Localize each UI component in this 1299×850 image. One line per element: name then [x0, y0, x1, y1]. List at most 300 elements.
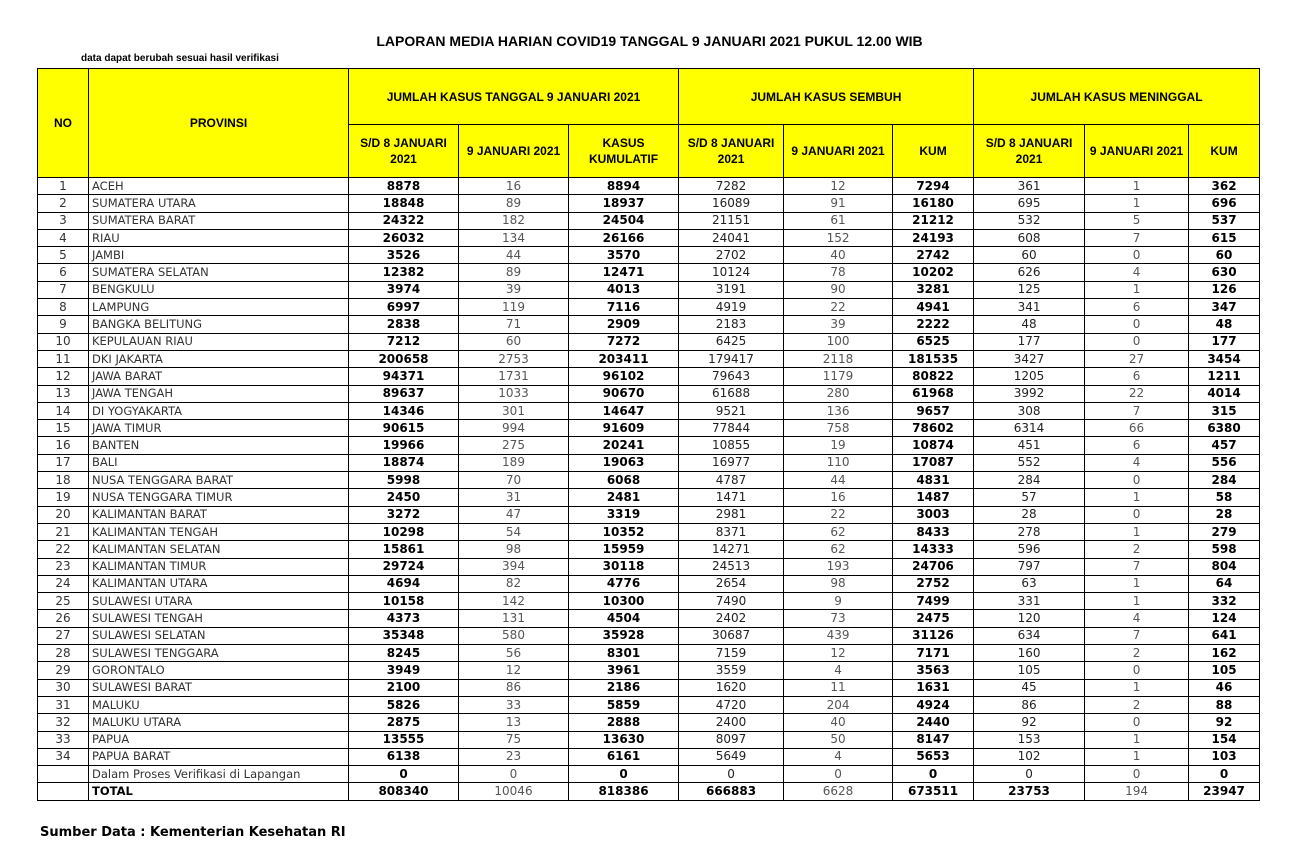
cell-meninggal-9jan: 1: [1085, 679, 1189, 696]
cell-kasus-sd8: 6138: [349, 748, 459, 765]
cell-sembuh-sd8: 30687: [679, 627, 784, 644]
table-header: [38, 69, 1260, 178]
cell-meninggal-sd8: 341: [974, 299, 1085, 316]
cell-no: 11: [38, 350, 89, 367]
cell-meninggal-9jan: 4: [1085, 264, 1189, 281]
table-row: [38, 541, 1260, 558]
cell-sembuh-9jan: 758: [784, 420, 893, 437]
cell-provinsi: ACEH: [89, 178, 349, 195]
cell-sembuh-sd8: 2981: [679, 506, 784, 523]
cell-kasus-kumulatif: 2888: [569, 714, 679, 731]
cell-sembuh-9jan: 152: [784, 229, 893, 246]
cell-no: 27: [38, 627, 89, 644]
cell-provinsi: JAWA TENGAH: [89, 385, 349, 402]
cell-meninggal-sd8: 626: [974, 264, 1085, 281]
cell-no: 10: [38, 333, 89, 350]
cell-sembuh-9jan: 40: [784, 247, 893, 264]
cell-kasus-9jan: 70: [459, 472, 569, 489]
cell-sembuh-9jan: 12: [784, 645, 893, 662]
cell-no: 17: [38, 454, 89, 471]
cell-kasus-9jan: 119: [459, 299, 569, 316]
cell-no: 25: [38, 593, 89, 610]
cell-sembuh-9jan: 16: [784, 489, 893, 506]
cell-meninggal-sd8: 60: [974, 247, 1085, 264]
cell-no: 14: [38, 402, 89, 419]
cell-meninggal-kum: 23947: [1189, 783, 1260, 800]
cell-sembuh-9jan: 193: [784, 558, 893, 575]
cell-sembuh-9jan: 11: [784, 679, 893, 696]
cell-meninggal-kum: 0: [1189, 766, 1260, 783]
cell-meninggal-9jan: 1: [1085, 731, 1189, 748]
cell-kasus-sd8: 24322: [349, 212, 459, 229]
cell-meninggal-kum: 88: [1189, 696, 1260, 713]
cell-sembuh-kum: 14333: [893, 541, 974, 558]
covid-report-table: [37, 68, 1260, 801]
cell-sembuh-sd8: 14271: [679, 541, 784, 558]
cell-provinsi: JAWA BARAT: [89, 368, 349, 385]
cell-sembuh-sd8: 1620: [679, 679, 784, 696]
cell-meninggal-kum: 105: [1189, 662, 1260, 679]
cell-meninggal-9jan: 2: [1085, 645, 1189, 662]
cell-sembuh-9jan: 91: [784, 195, 893, 212]
cell-kasus-9jan: 82: [459, 575, 569, 592]
cell-meninggal-sd8: 92: [974, 714, 1085, 731]
cell-sembuh-kum: 7171: [893, 645, 974, 662]
cell-sembuh-kum: 2752: [893, 575, 974, 592]
table-row: [38, 506, 1260, 523]
cell-kasus-sd8: 35348: [349, 627, 459, 644]
cell-meninggal-kum: 556: [1189, 454, 1260, 471]
cell-sembuh-sd8: 8097: [679, 731, 784, 748]
cell-meninggal-sd8: 308: [974, 402, 1085, 419]
cell-sembuh-sd8: 4720: [679, 696, 784, 713]
cell-sembuh-9jan: 280: [784, 385, 893, 402]
cell-sembuh-kum: 17087: [893, 454, 974, 471]
cell-meninggal-sd8: 3992: [974, 385, 1085, 402]
cell-kasus-sd8: 3272: [349, 506, 459, 523]
cell-kasus-sd8: 7212: [349, 333, 459, 350]
cell-meninggal-sd8: 532: [974, 212, 1085, 229]
cell-provinsi: NUSA TENGGARA TIMUR: [89, 489, 349, 506]
cell-kasus-9jan: 39: [459, 281, 569, 298]
cell-provinsi: LAMPUNG: [89, 299, 349, 316]
cell-meninggal-kum: 641: [1189, 627, 1260, 644]
cell-sembuh-sd8: 8371: [679, 523, 784, 540]
cell-kasus-kumulatif: 4013: [569, 281, 679, 298]
cell-kasus-sd8: 10158: [349, 593, 459, 610]
cell-meninggal-9jan: 1: [1085, 281, 1189, 298]
cell-kasus-kumulatif: 2481: [569, 489, 679, 506]
cell-meninggal-9jan: 5: [1085, 212, 1189, 229]
cell-meninggal-9jan: 0: [1085, 472, 1189, 489]
cell-meninggal-kum: 4014: [1189, 385, 1260, 402]
cell-sembuh-sd8: 4787: [679, 472, 784, 489]
cell-kasus-9jan: 75: [459, 731, 569, 748]
table-row: [38, 454, 1260, 471]
cell-sembuh-kum: 7294: [893, 178, 974, 195]
cell-sembuh-sd8: 10124: [679, 264, 784, 281]
cell-kasus-9jan: 2753: [459, 350, 569, 367]
cell-kasus-kumulatif: 90670: [569, 385, 679, 402]
cell-no: 24: [38, 575, 89, 592]
cell-provinsi: NUSA TENGGARA BARAT: [89, 472, 349, 489]
cell-provinsi: SUMATERA UTARA: [89, 195, 349, 212]
cell-kasus-kumulatif: 8894: [569, 178, 679, 195]
cell-no: [38, 766, 89, 783]
cell-sembuh-sd8: 0: [679, 766, 784, 783]
header-group-kasus: JUMLAH KASUS TANGGAL 9 JANUARI 2021: [349, 69, 679, 125]
cell-meninggal-9jan: 0: [1085, 333, 1189, 350]
cell-meninggal-9jan: 6: [1085, 368, 1189, 385]
cell-kasus-sd8: 18874: [349, 454, 459, 471]
cell-kasus-sd8: 4694: [349, 575, 459, 592]
cell-kasus-sd8: 94371: [349, 368, 459, 385]
cell-provinsi: DI YOGYAKARTA: [89, 402, 349, 419]
cell-sembuh-kum: 0: [893, 766, 974, 783]
cell-meninggal-9jan: 66: [1085, 420, 1189, 437]
table-row: [38, 281, 1260, 298]
cell-meninggal-9jan: 27: [1085, 350, 1189, 367]
cell-provinsi: KALIMANTAN TENGAH: [89, 523, 349, 540]
cell-kasus-sd8: 18848: [349, 195, 459, 212]
cell-kasus-sd8: 13555: [349, 731, 459, 748]
header-kasus-kumulatif: KASUS KUMULATIF: [569, 125, 679, 178]
cell-no: 26: [38, 610, 89, 627]
cell-meninggal-kum: 162: [1189, 645, 1260, 662]
cell-sembuh-sd8: 4919: [679, 299, 784, 316]
cell-meninggal-kum: 103: [1189, 748, 1260, 765]
cell-sembuh-9jan: 62: [784, 523, 893, 540]
table-row: [38, 437, 1260, 454]
cell-meninggal-kum: 28: [1189, 506, 1260, 523]
cell-sembuh-kum: 1487: [893, 489, 974, 506]
cell-kasus-9jan: 44: [459, 247, 569, 264]
cell-sembuh-9jan: 110: [784, 454, 893, 471]
cell-kasus-sd8: 2838: [349, 316, 459, 333]
cell-sembuh-kum: 1631: [893, 679, 974, 696]
cell-kasus-kumulatif: 818386: [569, 783, 679, 800]
cell-sembuh-kum: 24706: [893, 558, 974, 575]
cell-meninggal-sd8: 278: [974, 523, 1085, 540]
cell-sembuh-9jan: 39: [784, 316, 893, 333]
cell-meninggal-kum: 279: [1189, 523, 1260, 540]
cell-sembuh-sd8: 2702: [679, 247, 784, 264]
table-row: [38, 178, 1260, 195]
cell-meninggal-9jan: 2: [1085, 696, 1189, 713]
cell-kasus-9jan: 1731: [459, 368, 569, 385]
cell-kasus-sd8: 0: [349, 766, 459, 783]
cell-no: [38, 783, 89, 800]
cell-meninggal-9jan: 0: [1085, 662, 1189, 679]
table-row: [38, 299, 1260, 316]
cell-sembuh-kum: 9657: [893, 402, 974, 419]
cell-sembuh-kum: 6525: [893, 333, 974, 350]
cell-meninggal-kum: 154: [1189, 731, 1260, 748]
cell-provinsi: SULAWESI BARAT: [89, 679, 349, 696]
cell-meninggal-kum: 804: [1189, 558, 1260, 575]
table-row: [38, 766, 1260, 783]
cell-no: 7: [38, 281, 89, 298]
cell-no: 22: [38, 541, 89, 558]
cell-meninggal-kum: 48: [1189, 316, 1260, 333]
cell-meninggal-9jan: 0: [1085, 247, 1189, 264]
cell-meninggal-kum: 58: [1189, 489, 1260, 506]
cell-sembuh-9jan: 4: [784, 748, 893, 765]
table-row: [38, 350, 1260, 367]
table-row: [38, 195, 1260, 212]
cell-kasus-9jan: 0: [459, 766, 569, 783]
header-group-sembuh: JUMLAH KASUS SEMBUH: [679, 69, 974, 125]
cell-meninggal-kum: 332: [1189, 593, 1260, 610]
cell-kasus-kumulatif: 203411: [569, 350, 679, 367]
cell-meninggal-9jan: 1: [1085, 575, 1189, 592]
cell-kasus-kumulatif: 2909: [569, 316, 679, 333]
cell-meninggal-sd8: 451: [974, 437, 1085, 454]
cell-provinsi: KALIMANTAN TIMUR: [89, 558, 349, 575]
cell-provinsi: BENGKULU: [89, 281, 349, 298]
table-row: [38, 627, 1260, 644]
cell-meninggal-sd8: 3427: [974, 350, 1085, 367]
header-sembuh-9jan: 9 JANUARI 2021: [784, 125, 893, 178]
cell-meninggal-9jan: 1: [1085, 523, 1189, 540]
cell-sembuh-sd8: 24513: [679, 558, 784, 575]
cell-no: 21: [38, 523, 89, 540]
cell-kasus-sd8: 2100: [349, 679, 459, 696]
cell-sembuh-sd8: 7490: [679, 593, 784, 610]
header-meninggal-kum: KUM: [1189, 125, 1260, 178]
cell-sembuh-sd8: 24041: [679, 229, 784, 246]
table-row: [38, 748, 1260, 765]
cell-meninggal-kum: 6380: [1189, 420, 1260, 437]
cell-provinsi: SULAWESI TENGAH: [89, 610, 349, 627]
cell-sembuh-kum: 2475: [893, 610, 974, 627]
cell-no: 33: [38, 731, 89, 748]
cell-sembuh-kum: 2440: [893, 714, 974, 731]
cell-sembuh-sd8: 7282: [679, 178, 784, 195]
cell-sembuh-sd8: 2654: [679, 575, 784, 592]
cell-sembuh-sd8: 16089: [679, 195, 784, 212]
cell-provinsi: PAPUA: [89, 731, 349, 748]
cell-meninggal-9jan: 7: [1085, 558, 1189, 575]
cell-no: 32: [38, 714, 89, 731]
cell-sembuh-sd8: 7159: [679, 645, 784, 662]
cell-meninggal-sd8: 797: [974, 558, 1085, 575]
cell-provinsi: SULAWESI SELATAN: [89, 627, 349, 644]
cell-sembuh-kum: 4941: [893, 299, 974, 316]
cell-sembuh-sd8: 21151: [679, 212, 784, 229]
cell-kasus-9jan: 10046: [459, 783, 569, 800]
cell-kasus-9jan: 98: [459, 541, 569, 558]
cell-kasus-9jan: 71: [459, 316, 569, 333]
cell-provinsi: TOTAL: [89, 783, 349, 800]
cell-meninggal-sd8: 28: [974, 506, 1085, 523]
cell-sembuh-kum: 31126: [893, 627, 974, 644]
cell-meninggal-sd8: 177: [974, 333, 1085, 350]
cell-sembuh-sd8: 3191: [679, 281, 784, 298]
cell-sembuh-9jan: 61: [784, 212, 893, 229]
cell-provinsi: KALIMANTAN SELATAN: [89, 541, 349, 558]
table-row: [38, 316, 1260, 333]
cell-meninggal-sd8: 361: [974, 178, 1085, 195]
cell-kasus-kumulatif: 2186: [569, 679, 679, 696]
cell-sembuh-9jan: 6628: [784, 783, 893, 800]
cell-sembuh-sd8: 61688: [679, 385, 784, 402]
table-row: [38, 558, 1260, 575]
cell-meninggal-sd8: 63: [974, 575, 1085, 592]
table-row: [38, 489, 1260, 506]
header-no: NO: [38, 69, 89, 178]
cell-meninggal-kum: 46: [1189, 679, 1260, 696]
cell-meninggal-sd8: 125: [974, 281, 1085, 298]
cell-sembuh-9jan: 98: [784, 575, 893, 592]
cell-meninggal-sd8: 284: [974, 472, 1085, 489]
cell-meninggal-sd8: 608: [974, 229, 1085, 246]
cell-meninggal-sd8: 1205: [974, 368, 1085, 385]
cell-meninggal-9jan: 0: [1085, 714, 1189, 731]
report-title: LAPORAN MEDIA HARIAN COVID19 TANGGAL 9 JANUARI 2021 PUKUL 12.00 WIB: [376, 33, 923, 49]
cell-kasus-sd8: 200658: [349, 350, 459, 367]
cell-kasus-kumulatif: 6068: [569, 472, 679, 489]
cell-meninggal-kum: 177: [1189, 333, 1260, 350]
cell-kasus-sd8: 29724: [349, 558, 459, 575]
cell-sembuh-9jan: 204: [784, 696, 893, 713]
cell-sembuh-kum: 3281: [893, 281, 974, 298]
cell-no: 29: [38, 662, 89, 679]
cell-meninggal-9jan: 22: [1085, 385, 1189, 402]
cell-sembuh-kum: 181535: [893, 350, 974, 367]
cell-kasus-sd8: 19966: [349, 437, 459, 454]
table-row: [38, 247, 1260, 264]
cell-kasus-kumulatif: 20241: [569, 437, 679, 454]
header-group-meninggal: JUMLAH KASUS MENINGGAL: [974, 69, 1260, 125]
table-row: [38, 662, 1260, 679]
cell-meninggal-kum: 1211: [1189, 368, 1260, 385]
cell-kasus-9jan: 23: [459, 748, 569, 765]
cell-meninggal-sd8: 331: [974, 593, 1085, 610]
cell-kasus-9jan: 580: [459, 627, 569, 644]
cell-sembuh-kum: 24193: [893, 229, 974, 246]
cell-kasus-9jan: 56: [459, 645, 569, 662]
cell-sembuh-kum: 7499: [893, 593, 974, 610]
cell-kasus-9jan: 189: [459, 454, 569, 471]
cell-sembuh-9jan: 62: [784, 541, 893, 558]
cell-kasus-kumulatif: 5859: [569, 696, 679, 713]
cell-meninggal-9jan: 7: [1085, 229, 1189, 246]
cell-sembuh-sd8: 2400: [679, 714, 784, 731]
table-row: [38, 593, 1260, 610]
cell-provinsi: SUMATERA BARAT: [89, 212, 349, 229]
cell-meninggal-9jan: 0: [1085, 316, 1189, 333]
cell-provinsi: JAWA TIMUR: [89, 420, 349, 437]
cell-meninggal-kum: 60: [1189, 247, 1260, 264]
cell-kasus-kumulatif: 0: [569, 766, 679, 783]
cell-meninggal-sd8: 6314: [974, 420, 1085, 437]
cell-kasus-kumulatif: 19063: [569, 454, 679, 471]
cell-no: 12: [38, 368, 89, 385]
cell-kasus-9jan: 16: [459, 178, 569, 195]
cell-kasus-kumulatif: 30118: [569, 558, 679, 575]
cell-meninggal-kum: 630: [1189, 264, 1260, 281]
cell-no: 13: [38, 385, 89, 402]
cell-kasus-sd8: 4373: [349, 610, 459, 627]
table-row: [38, 385, 1260, 402]
cell-kasus-9jan: 12: [459, 662, 569, 679]
cell-kasus-9jan: 131: [459, 610, 569, 627]
cell-kasus-9jan: 301: [459, 402, 569, 419]
cell-sembuh-sd8: 2402: [679, 610, 784, 627]
cell-no: 8: [38, 299, 89, 316]
header-meninggal-9jan: 9 JANUARI 2021: [1085, 125, 1189, 178]
cell-kasus-9jan: 31: [459, 489, 569, 506]
cell-sembuh-sd8: 9521: [679, 402, 784, 419]
table-row: [38, 575, 1260, 592]
cell-meninggal-sd8: 552: [974, 454, 1085, 471]
cell-kasus-9jan: 142: [459, 593, 569, 610]
cell-no: 1: [38, 178, 89, 195]
cell-kasus-sd8: 10298: [349, 523, 459, 540]
cell-kasus-sd8: 26032: [349, 229, 459, 246]
cell-kasus-9jan: 47: [459, 506, 569, 523]
cell-kasus-9jan: 60: [459, 333, 569, 350]
cell-sembuh-kum: 80822: [893, 368, 974, 385]
cell-meninggal-kum: 64: [1189, 575, 1260, 592]
cell-sembuh-kum: 8147: [893, 731, 974, 748]
cell-meninggal-9jan: 1: [1085, 593, 1189, 610]
cell-meninggal-kum: 92: [1189, 714, 1260, 731]
cell-meninggal-sd8: 86: [974, 696, 1085, 713]
table-row: [38, 472, 1260, 489]
cell-meninggal-kum: 315: [1189, 402, 1260, 419]
cell-meninggal-sd8: 23753: [974, 783, 1085, 800]
cell-meninggal-sd8: 153: [974, 731, 1085, 748]
cell-meninggal-kum: 284: [1189, 472, 1260, 489]
cell-provinsi: JAMBI: [89, 247, 349, 264]
cell-sembuh-9jan: 40: [784, 714, 893, 731]
table-row: [38, 229, 1260, 246]
cell-provinsi: BALI: [89, 454, 349, 471]
cell-kasus-kumulatif: 3961: [569, 662, 679, 679]
table-row: [38, 402, 1260, 419]
cell-meninggal-9jan: 7: [1085, 402, 1189, 419]
cell-kasus-kumulatif: 26166: [569, 229, 679, 246]
cell-provinsi: SULAWESI UTARA: [89, 593, 349, 610]
cell-meninggal-9jan: 7: [1085, 627, 1189, 644]
table-row: [38, 420, 1260, 437]
cell-no: 16: [38, 437, 89, 454]
cell-no: 28: [38, 645, 89, 662]
cell-sembuh-kum: 673511: [893, 783, 974, 800]
cell-no: 15: [38, 420, 89, 437]
table-row: [38, 679, 1260, 696]
cell-kasus-9jan: 54: [459, 523, 569, 540]
cell-kasus-sd8: 14346: [349, 402, 459, 419]
cell-meninggal-sd8: 0: [974, 766, 1085, 783]
cell-kasus-kumulatif: 18937: [569, 195, 679, 212]
cell-provinsi: GORONTALO: [89, 662, 349, 679]
header-meninggal-sd8: S/D 8 JANUARI 2021: [974, 125, 1085, 178]
header-provinsi: PROVINSI: [89, 69, 349, 178]
cell-meninggal-kum: 615: [1189, 229, 1260, 246]
cell-sembuh-kum: 4831: [893, 472, 974, 489]
cell-sembuh-9jan: 50: [784, 731, 893, 748]
header-sembuh-sd8: S/D 8 JANUARI 2021: [679, 125, 784, 178]
cell-sembuh-sd8: 2183: [679, 316, 784, 333]
cell-sembuh-9jan: 19: [784, 437, 893, 454]
cell-no: 6: [38, 264, 89, 281]
cell-meninggal-kum: 457: [1189, 437, 1260, 454]
cell-meninggal-9jan: 194: [1085, 783, 1189, 800]
cell-no: 2: [38, 195, 89, 212]
